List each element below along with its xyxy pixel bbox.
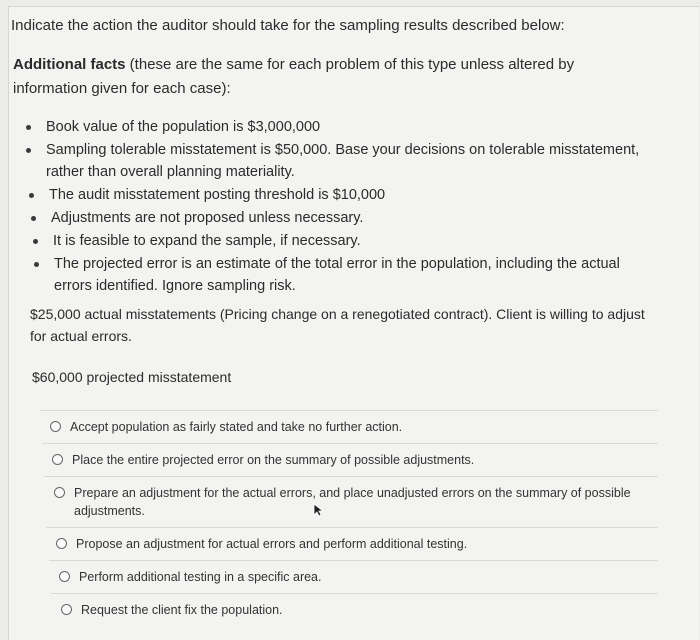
case-description: $25,000 actual misstatements (Pricing change on a renegotiated contract). Client is willing to adjust for actual errors. <box>30 306 645 344</box>
question-title: Indicate the action the auditor should take for the sampling results described below: <box>11 17 565 34</box>
option-label: Place the entire projected error on the summary of possible adjustments. <box>72 453 475 467</box>
option-client-fix-population[interactable] <box>51 593 658 626</box>
fact-tolerable-misstatement: Sampling tolerable misstatement is $50,000. Base your decisions on tolerable misstatement, rather than overall planning materiality. <box>20 139 660 183</box>
additional-facts-intro <box>13 53 633 101</box>
fact-posting-threshold: The audit misstatement posting threshold is $10,000 <box>23 184 660 206</box>
radio-button[interactable] <box>59 571 70 582</box>
radio-button[interactable] <box>52 454 63 465</box>
case-projected-misstatement: $60,000 projected misstatement <box>32 369 232 385</box>
option-label: Accept population as fairly stated and take no further action. <box>70 420 403 434</box>
radio-button[interactable] <box>54 487 65 498</box>
additional-facts-label: Additional facts <box>13 56 126 73</box>
option-prepare-adjustment[interactable] <box>44 476 658 527</box>
option-accept-population[interactable] <box>40 410 658 443</box>
fact-book-value: Book value of the population is $3,000,000 <box>20 116 660 138</box>
option-label: Prepare an adjustment for the actual errors, and place unadjusted errors on the summary of possible adjustments. <box>74 486 631 518</box>
option-label: Request the client fix the population. <box>81 603 283 617</box>
mouse-pointer-icon <box>313 503 325 517</box>
option-label: Propose an adjustment for actual errors and perform additional testing. <box>76 537 468 551</box>
option-place-projected-error[interactable] <box>42 443 658 476</box>
fact-adjustments: Adjustments are not proposed unless necessary. <box>25 207 660 229</box>
answer-options <box>40 410 658 626</box>
radio-button[interactable] <box>61 604 72 615</box>
option-label: Perform additional testing in a specific area. <box>79 570 322 584</box>
radio-button[interactable] <box>50 421 61 432</box>
radio-button[interactable] <box>56 538 67 549</box>
fact-expand-sample: It is feasible to expand the sample, if necessary. <box>27 230 660 252</box>
fact-projected-error: The projected error is an estimate of the total error in the population, including the actual errors identified. Ignore sampling risk. <box>28 253 660 297</box>
additional-facts-text: (these are the same for each problem of this type unless altered by information given for each case): <box>13 56 575 97</box>
option-additional-testing[interactable] <box>49 560 658 593</box>
option-propose-adjustment-testing[interactable] <box>46 527 658 560</box>
facts-list <box>20 116 660 298</box>
